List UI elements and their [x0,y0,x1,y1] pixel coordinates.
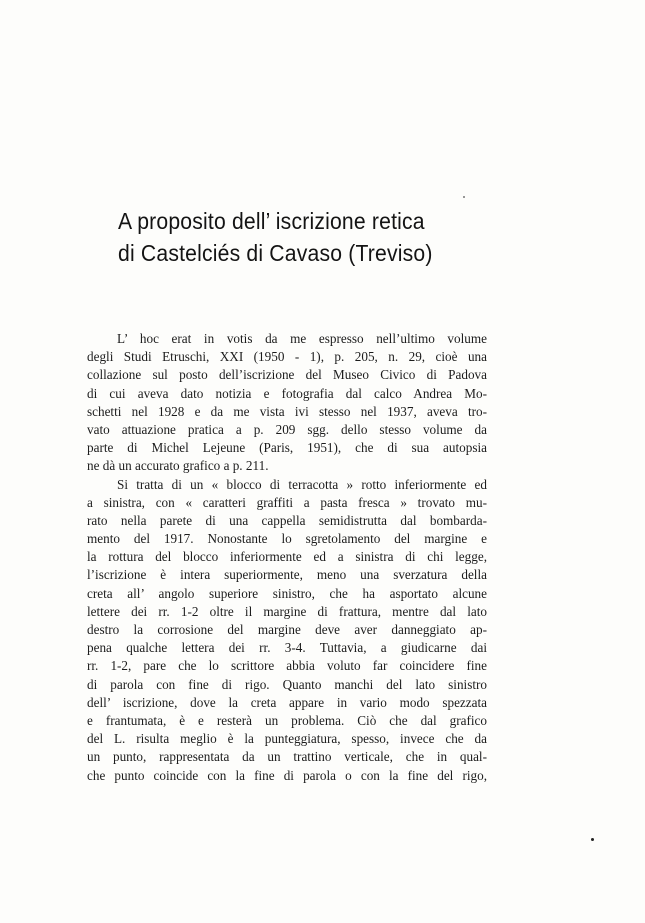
title-line-2: di Castelciés di Cavaso (Treviso) [118,240,433,266]
body-line: e frantumata, è e resterà un problema. Ciò che dal grafico [87,712,487,728]
body-line: l’iscrizione è intera superiormente, meno una sverzatura della [87,567,487,583]
body-line: degli Studi Etruschi, XXI (1950 - 1), p. 205, n. 29, cioè una [87,349,487,365]
body-line: di cui aveva dato notizia e fotografia dal calco Andrea Mo- [87,385,487,401]
body-line: parte di Michel Lejeune (Paris, 1951), che di sua autopsia [87,440,487,456]
body-line: un punto, rappresentata da un trattino verticale, che in qual- [87,749,487,765]
body-line: collazione sul posto dell’iscrizione del Museo Civico di Padova [87,367,487,383]
body-line: a sinistra, con « caratteri graffiti a pasta fresca » trovato mu- [87,494,487,510]
print-speck [463,196,465,198]
print-speck [591,838,594,841]
article-body [87,330,487,785]
body-line: destro la corrosione del margine deve aver danneggiato ap- [87,622,487,637]
body-line: rato nella parete di una cappella semidistrutta dal bombarda- [87,512,487,528]
body-line: Si tratta di un « blocco di terracotta » rotto inferiormente ed [117,476,487,492]
title-line-1: A proposito dell’ iscrizione retica [118,208,425,234]
body-line: pena qualche lettera dei rr. 3-4. Tuttavia, a giudicarne dai [87,640,487,656]
body-line: mento del 1917. Nonostante lo sgretolamento del margine e [87,531,487,547]
body-line: che punto coincide con la fine di parola o con la fine del rigo, [87,767,487,783]
body-line: lettere dei rr. 1-2 oltre il margine di frattura, mentre dal lato [87,603,487,619]
body-line: la rottura del blocco inferiormente ed a sinistra di chi legge, [87,549,487,565]
body-line: del L. risulta meglio è la punteggiatura, spesso, invece che da [87,731,487,747]
body-line: di parola con fine di rigo. Quanto manchi del lato sinistro [87,676,487,692]
article-title [118,205,504,269]
body-line: rr. 1-2, pare che lo scrittore abbia voluto far coincidere fine [87,658,487,674]
body-line: schetti nel 1928 e da me vista ivi stesso nel 1937, aveva tro- [87,403,487,419]
body-line: vato attuazione pratica a p. 209 sgg. dello stesso volume da [87,421,487,437]
body-line: creta all’ angolo superiore sinistro, che ha asportato alcune [87,585,487,601]
body-line: ne dà un accurato grafico a p. 211. [87,458,269,474]
body-line: dell’ iscrizione, dove la creta appare in vario modo spezzata [87,694,487,710]
body-line: L’ hoc erat in votis da me espresso nell’ultimo volume [117,331,487,346]
